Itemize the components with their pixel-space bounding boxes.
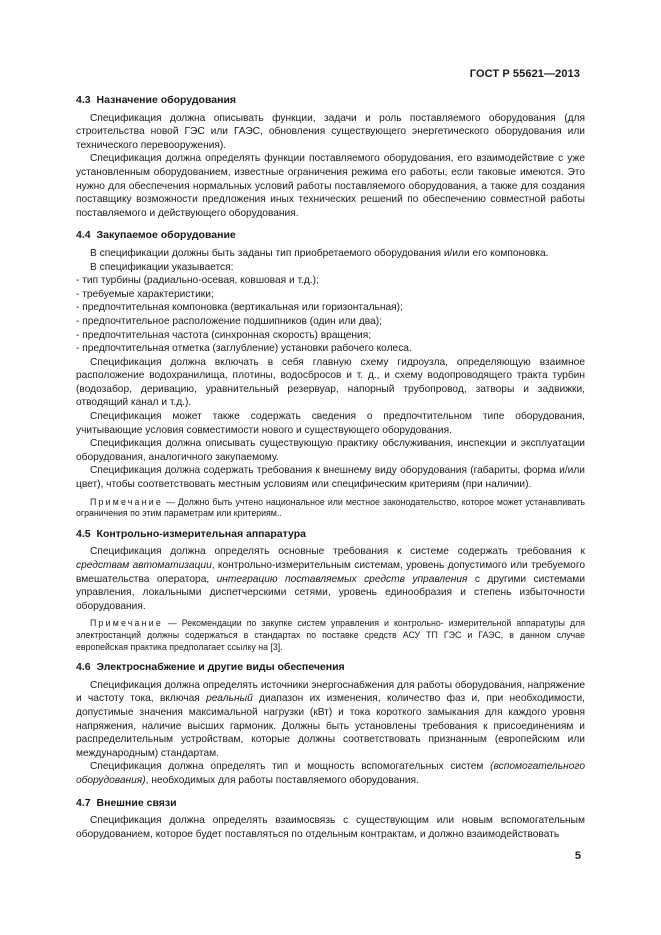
section-title: Внешние связи (96, 796, 177, 809)
section-number: 4.5 (76, 527, 91, 540)
paragraph: Спецификация должна определять взаимосвязь с существующим или новым вспомогательным оборудованием, которое будет поставляться по отдельным контрактам, и должно взаимодействовать (76, 815, 585, 840)
section-heading-4-3 (76, 91, 585, 112)
section-heading-4-6 (76, 658, 585, 679)
list-item: - тип турбины (радиально-осевая, ковшовая и т.д.); (76, 275, 319, 287)
paragraph: Спецификация может также содержать сведения о предпочтительном типе оборудования, учитывающие условия совместимости нового и существующего оборудования. (76, 411, 585, 436)
section-title: Назначение оборудования (96, 94, 237, 106)
text-run: с другими системами управления, локальными диспетчерскими сетями, уровень единообразия и степень избыточности оборудования. (76, 573, 586, 612)
italic-term: (вспомогательного оборудования) (76, 761, 585, 786)
section-title: Закупаемое оборудование (96, 229, 236, 242)
note-label: Примечание (90, 618, 163, 629)
section-number: 4.6 (76, 661, 91, 674)
section-number: 4.4 (76, 229, 91, 242)
italic-term: реальный (206, 693, 253, 705)
italic-term: интеграцию поставляемых средств управления (216, 573, 468, 585)
list-item: - предпочтительная компоновка (вертикальная или горизонтальная); (76, 302, 403, 314)
note (76, 497, 585, 520)
text-run: диапазон их изменения, количество фаз и, при необходимости, допустимые значения максимальной нагрузки (кВт) и тока короткого замыкания для каждого уровня напряжения, наличие высших гармоник. Должны быть установлены требования к присоединениям и распределительным устройствам, которые должны соответствовать признанным (европейским или международным) стандартам. (76, 693, 585, 759)
section-number: 4.3 (76, 94, 91, 106)
note-text: — Должно быть учтено национальное или местное законодательство, которое может устанавливать ограничения по этим параметрам или критериям.. (76, 496, 585, 519)
requirements-list (76, 274, 585, 356)
document-code: ГОСТ Р 55621—2013 (469, 68, 580, 80)
list-item: - предпочтительная частота (синхронная скорость) вращения; (76, 329, 372, 341)
paragraph (76, 760, 585, 787)
paragraph: Спецификация должна содержать требования к внешнему виду оборудования (габариты, форма и/или цвет), чтобы соответствовать местным условиям или специфическим критериям (при наличии). (76, 465, 585, 491)
text-run: , необходимых для работы поставляемого оборудования. (145, 774, 419, 786)
list-item: - требуемые характеристики; (76, 288, 214, 300)
section-heading-4-4 (76, 226, 585, 247)
paragraph: Спецификация должна описывать существующую практику обслуживания, инспекции и эксплуатации оборудования, аналогичного закупаемому. (76, 438, 585, 463)
section-title: Контрольно-измерительная аппаратура (96, 527, 306, 540)
section-heading-4-5 (76, 525, 585, 546)
section-number: 4.7 (76, 796, 91, 809)
section-title: Электроснабжение и другие виды обеспечения (96, 661, 345, 674)
text-run: Спецификация должна определять тип и мощность вспомогательных систем (90, 761, 491, 773)
page-content (76, 91, 585, 841)
text-run: Спецификация должна определять источники энергоснабжения для работы оборудования, напряжение и частоту тока, включая (76, 679, 585, 705)
paragraph: В спецификации должны быть заданы тип приобретаемого оборудования и/или его компоновка. (90, 247, 549, 259)
section-heading-4-7 (76, 794, 585, 815)
paragraph: В спецификации указывается: (90, 261, 234, 273)
note-label: Примечание (90, 496, 163, 507)
paragraph: Спецификация должна включать в себя главную схему гидроузла, определяющую взаимное расположение водохранилища, плотины, водосбросов и т. д., и схему водопроводящего тракта турбин (водозабор, деривацию, уравнительный резервуар, напорный трубопровод, затворы и задвижки, отводящий канал и т.д.). (76, 356, 585, 409)
list-item: - предпочтительная отметка (заглубление) установки рабочего колеса. (76, 343, 412, 355)
paragraph: Спецификация должна определять функции поставляемого оборудования, его взаимодействие с уже установленным оборудованием, известные ограничения режима его работы, если таковые имеются. Это нужно для обеспечения нормальных условий работы поставляемого оборудования, а также для создания поставщику возможности предложения иных технических решений по обеспечению совместной работы поставляемого и действующего оборудования. (76, 153, 585, 219)
text-run: Спецификация должна определять основные требования к системе содержать требования к (90, 546, 585, 558)
italic-term: средствам автоматизации (76, 560, 212, 571)
list-item: - предпочтительное расположение подшипников (один или два); (76, 315, 382, 327)
paragraph: Спецификация должна описывать функции, задачи и роль поставляемого оборудования (для строительства новой ГЭС или ГАЭС, обновления существующего энергетического оборудования или технического перевооружения). (76, 112, 585, 151)
paragraph (76, 679, 585, 761)
paragraph (76, 545, 585, 613)
note-text: — Рекомендации по закупке систем управления и контрольно- измерительной аппаратуры для электростанций должны содержаться в стандартах по поставке средств АСУ ТП ГЭС и ГАЭС, в данном случае европейская практика предполагает ссылку на [3]. (76, 618, 585, 652)
note (76, 618, 585, 653)
page-number: 5 (574, 850, 581, 862)
text-run: , контрольно-измерительным системам, уровень допустимого или требуемого вмешательства оператора, (76, 560, 585, 585)
